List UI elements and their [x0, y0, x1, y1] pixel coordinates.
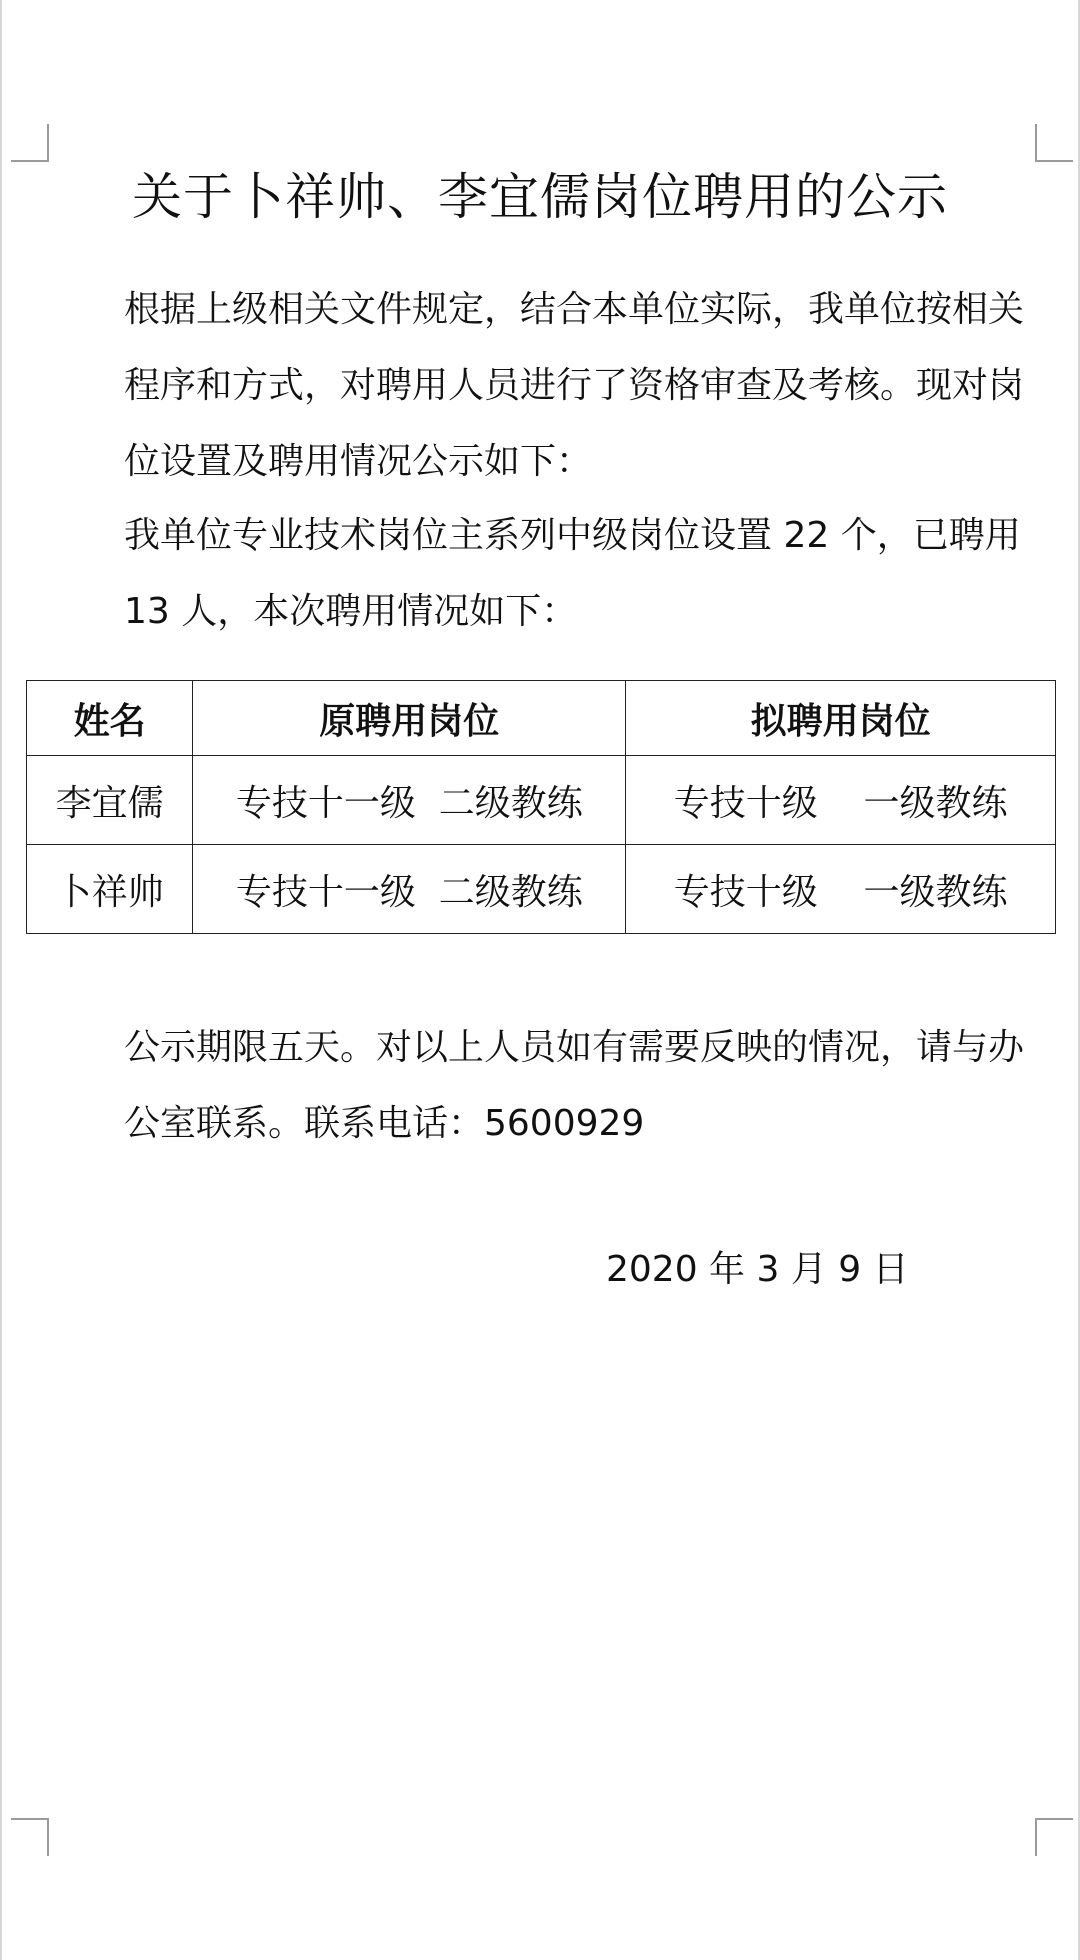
notice-paragraph [48, 1010, 1036, 1162]
notice-paragraph-text: 公示期限五天。对以上人员如有需要反映的情况，请与办公室联系。联系电话：5600929 [124, 1027, 1025, 1144]
crop-mark-bottom-left [11, 1818, 49, 1856]
page-left-edge [0, 0, 2, 1960]
document-date: 2020 年 3 月 9 日 [606, 1249, 909, 1290]
cell-proposed-position: 专技十级 一级教练 [626, 845, 1056, 934]
table-row [27, 845, 1056, 934]
cell-name: 李宜儒 [27, 756, 193, 845]
position-paragraph [48, 498, 1036, 650]
crop-mark-top-left [11, 124, 49, 162]
crop-mark-bottom-right [1035, 1818, 1073, 1856]
cell-proposed-position: 专技十级 一级教练 [626, 756, 1056, 845]
header-original-position: 原聘用岗位 [193, 681, 626, 756]
cell-name: 卜祥帅 [27, 845, 193, 934]
crop-mark-top-right [1035, 124, 1073, 162]
table-row [27, 756, 1056, 845]
intro-paragraph-text: 根据上级相关文件规定，结合本单位实际，我单位按相关程序和方式，对聘用人员进行了资格审查及考核。现对岗位设置及聘用情况公示如下： [124, 289, 1025, 482]
cell-original-position: 专技十一级 二级教练 [193, 845, 626, 934]
document-title: 关于卜祥帅、李宜儒岗位聘用的公示 [132, 168, 948, 226]
header-name: 姓名 [27, 681, 193, 756]
cell-original-position: 专技十一级 二级教练 [193, 756, 626, 845]
header-proposed-position: 拟聘用岗位 [626, 681, 1056, 756]
position-paragraph-text: 我单位专业技术岗位主系列中级岗位设置 22 个，已聘用 13 人，本次聘用情况如下： [124, 515, 1021, 632]
intro-paragraph [48, 272, 1036, 500]
table-header-row [27, 681, 1056, 756]
appointment-table [26, 680, 1056, 934]
